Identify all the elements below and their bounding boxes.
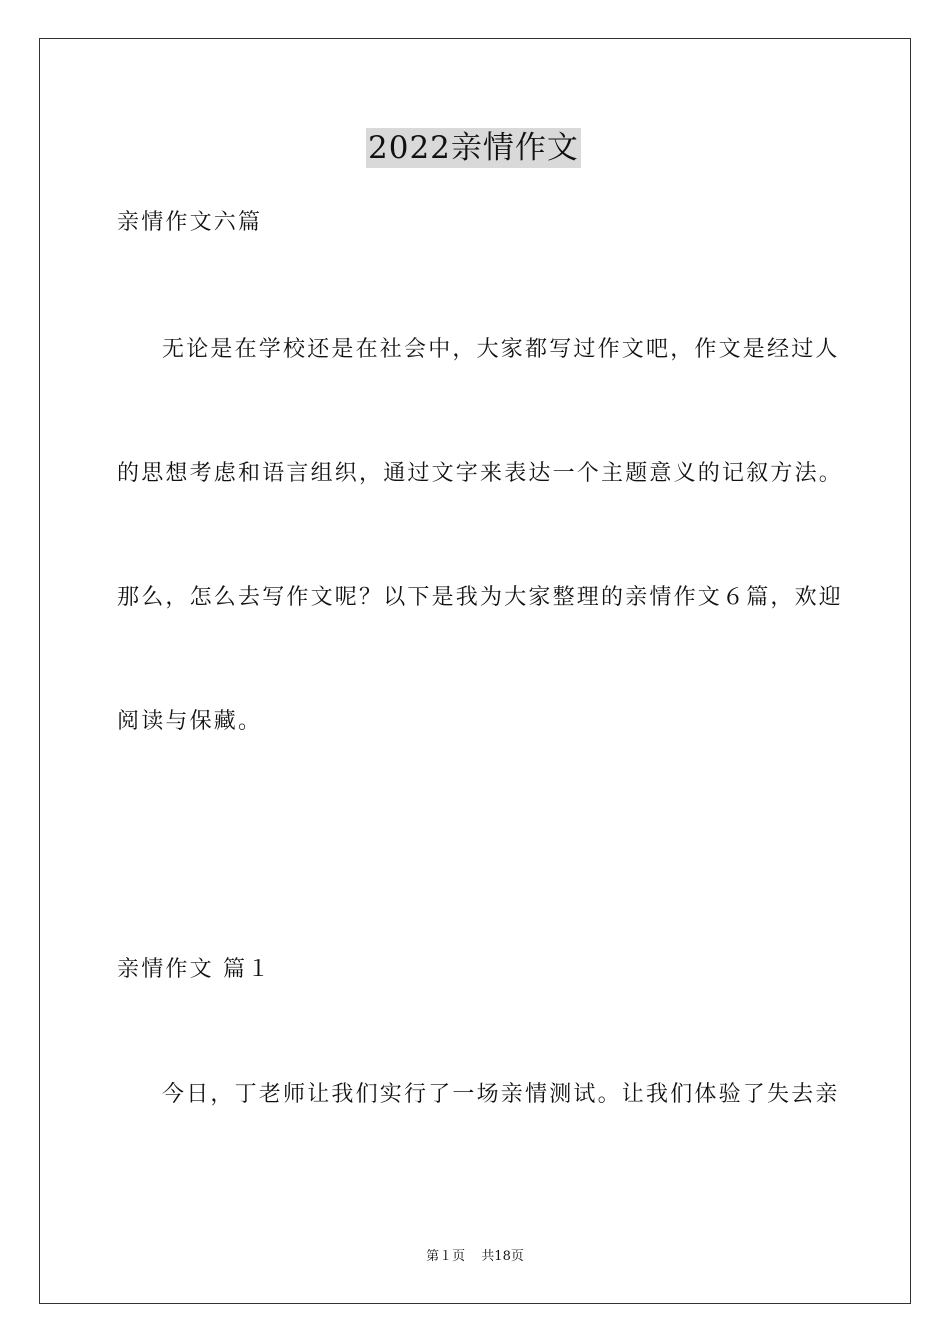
- page-number: 第１页: [426, 1249, 466, 1264]
- page-footer: [0, 1248, 950, 1266]
- section-heading: 亲情作文 篇１: [117, 957, 272, 982]
- intro-line-2: 的思想考虑和语言组织，通过文字来表达一个主题意义的记叙方法。: [117, 461, 844, 486]
- intro-line-3: 那么，怎么去写作文呢？以下是我为大家整理的亲情作文６篇，欢迎: [117, 585, 844, 610]
- section-line-1: 今日，丁老师让我们实行了一场亲情测试。让我们体验了失去亲: [162, 1082, 840, 1107]
- intro-line-1: 无论是在学校还是在社会中，大家都写过作文吧，作文是经过人: [162, 337, 840, 362]
- page-total: 共18页: [481, 1249, 524, 1264]
- subtitle: 亲情作文六篇: [117, 210, 263, 235]
- intro-line-4: 阅读与保藏。: [117, 709, 263, 734]
- document-title: 2022亲情作文: [368, 130, 579, 166]
